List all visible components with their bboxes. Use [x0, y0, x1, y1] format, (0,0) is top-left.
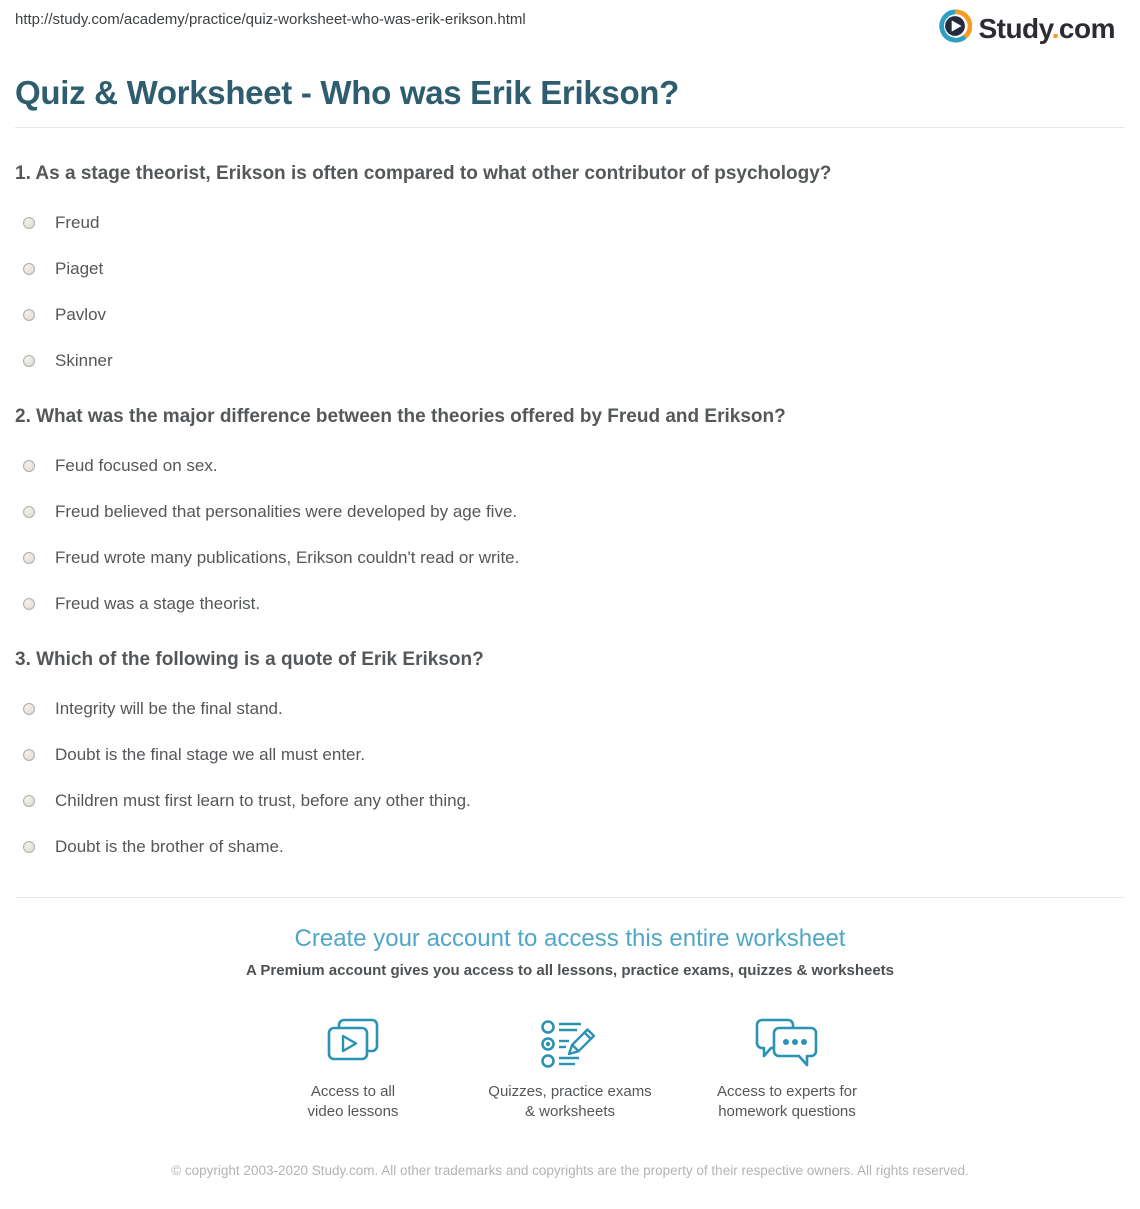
study-play-icon: [938, 9, 972, 48]
answer-option[interactable]: [23, 548, 1125, 568]
feature-label: Access to all video lessons: [307, 1083, 399, 1120]
answer-label[interactable]: Freud: [55, 213, 100, 232]
answer-label[interactable]: Freud was a stage theorist.: [55, 594, 261, 613]
answer-label[interactable]: Piaget: [55, 259, 104, 278]
create-account-link[interactable]: Create your account to access this entire worksheet: [294, 925, 846, 952]
radio-button[interactable]: [23, 795, 35, 807]
page-url: http://study.com/academy/practice/quiz-worksheet-who-was-erik-erikson.html: [15, 11, 526, 28]
question-heading: 1. As a stage theorist, Erikson is often compared to what other contributor of psychology?: [15, 163, 832, 184]
answer-option[interactable]: [23, 213, 1125, 233]
feature-label: Access to experts for homework questions: [716, 1083, 858, 1120]
page-title: Quiz & Worksheet - Who was Erik Erikson?: [15, 74, 680, 111]
radio-button[interactable]: [23, 217, 35, 229]
answer-label[interactable]: Doubt is the final stage we all must enter.: [55, 745, 365, 764]
radio-button[interactable]: [23, 703, 35, 715]
copyright-notice: © copyright 2003-2020 Study.com. All other trademarks and copyrights are the property of their respective owners. All rights reserved.: [171, 1163, 969, 1178]
radio-button[interactable]: [23, 263, 35, 275]
answer-label[interactable]: Integrity will be the final stand.: [55, 699, 283, 718]
answer-option[interactable]: [23, 456, 1125, 476]
question-2: [15, 406, 1125, 614]
chat-bubbles-icon: [754, 1016, 820, 1074]
feature-list: [15, 1016, 1125, 1122]
feature-video-lessons: [245, 1016, 462, 1122]
question-3: [15, 649, 1125, 857]
radio-button[interactable]: [23, 309, 35, 321]
question-heading: 2. What was the major difference between the theories offered by Freud and Erikson?: [15, 406, 786, 427]
radio-button[interactable]: [23, 749, 35, 761]
radio-button[interactable]: [23, 841, 35, 853]
answer-option[interactable]: [23, 745, 1125, 765]
feature-expert-help: [679, 1016, 896, 1122]
cta-section: [15, 925, 1125, 1122]
study-logo[interactable]: [938, 9, 1115, 48]
premium-subheading: A Premium account gives you access to all lessons, practice exams, quizzes & worksheets: [245, 962, 895, 979]
title-divider: [15, 127, 1125, 128]
answer-option[interactable]: [23, 305, 1125, 325]
radio-button[interactable]: [23, 355, 35, 367]
answer-label[interactable]: Freud wrote many publications, Erikson couldn't read or write.: [55, 548, 520, 567]
answer-label[interactable]: Children must first learn to trust, before any other thing.: [55, 791, 471, 810]
answer-option[interactable]: [23, 502, 1125, 522]
answer-label[interactable]: Feud focused on sex.: [55, 456, 218, 475]
answer-option[interactable]: [23, 594, 1125, 614]
answer-option[interactable]: [23, 699, 1125, 719]
radio-button[interactable]: [23, 598, 35, 610]
quiz-pencil-icon: [539, 1016, 601, 1074]
question-1: [15, 163, 1125, 371]
video-lessons-icon: [324, 1016, 382, 1074]
feature-quizzes-worksheets: [462, 1016, 679, 1122]
answer-label[interactable]: Doubt is the brother of shame.: [55, 837, 284, 856]
answer-option[interactable]: [23, 259, 1125, 279]
section-divider: [15, 897, 1125, 898]
question-heading: 3. Which of the following is a quote of Erik Erikson?: [15, 649, 484, 670]
feature-label: Quizzes, practice exams & worksheets: [488, 1083, 652, 1120]
answer-label[interactable]: Pavlov: [55, 305, 107, 324]
answer-label[interactable]: Freud believed that personalities were developed by age five.: [55, 502, 518, 521]
radio-button[interactable]: [23, 460, 35, 472]
page-header: [15, 0, 1125, 48]
study-logo-text: Study.com: [978, 12, 1115, 44]
answer-option[interactable]: [23, 837, 1125, 857]
answer-label[interactable]: Skinner: [55, 351, 113, 370]
radio-button[interactable]: [23, 552, 35, 564]
logo-dot: .: [1051, 12, 1059, 44]
answer-option[interactable]: [23, 351, 1125, 371]
radio-button[interactable]: [23, 506, 35, 518]
answer-option[interactable]: [23, 791, 1125, 811]
